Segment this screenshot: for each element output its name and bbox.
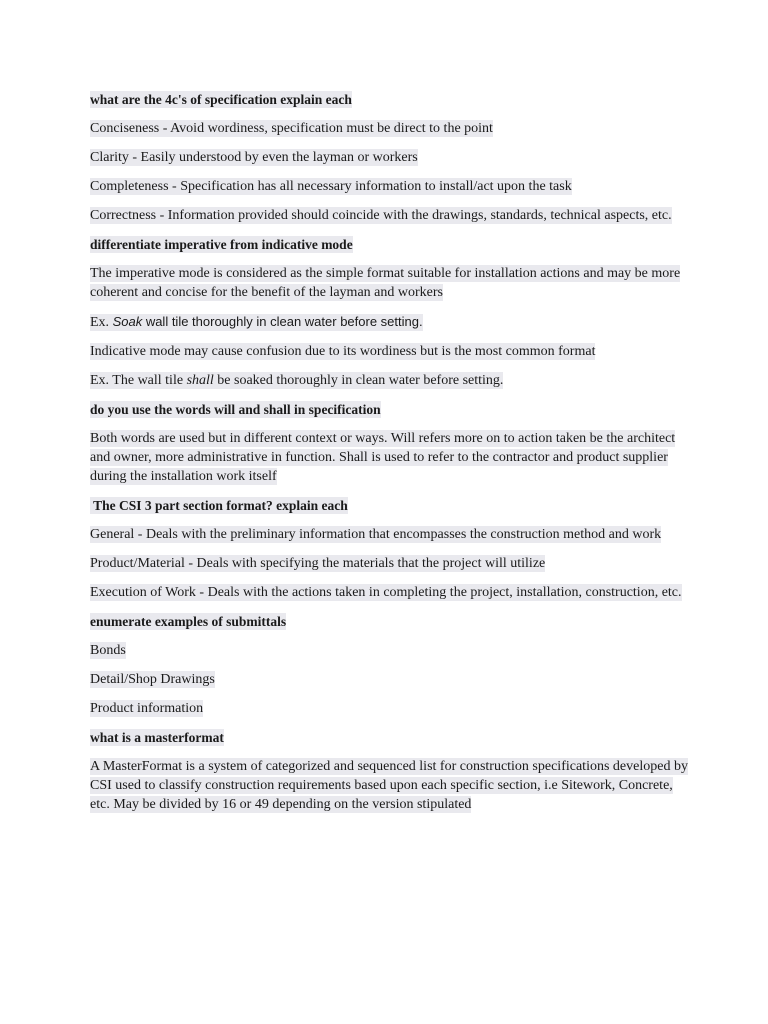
question-4cs-text: what are the 4c's of specification explain each: [90, 92, 352, 107]
answer-clarity: Clarity - Easily understood by even the layman or workers: [90, 150, 418, 165]
answer-execution: Execution of Work - Deals with the actions taken in completing the project, installation, construction, etc.: [90, 585, 682, 600]
submittal-item: Product information: [90, 701, 204, 716]
answer-completeness: Completeness - Specification has all necessary information to install/act upon the task: [90, 179, 572, 194]
question-will-shall: do you use the words will and shall in specification: [90, 402, 381, 417]
answer-imperative-mode: The imperative mode is considered as the simple format suitable for installation actions and may be more coherent and concise for the benefit of the layman and workers: [90, 266, 681, 300]
answer-general: General - Deals with the preliminary information that encompasses the construction method and work: [90, 527, 662, 542]
answer-product-material: Product/Material - Deals with specifying the materials that the project will utilize: [90, 556, 546, 571]
document-page: [90, 90, 690, 824]
question-4cs: [90, 90, 690, 109]
answer-correctness: Correctness - Information provided should coincide with the drawings, standards, technical aspects, etc.: [90, 208, 672, 223]
answer-masterformat: A MasterFormat is a system of categorized and sequenced list for construction specifications developed by CSI used to classify construction requirements based upon each specific section, i.e Sitework, Concrete, etc. May be divided by 16 or 49 depending on the version stipulated: [90, 759, 688, 812]
question-imperative-indicative: differentiate imperative from indicative mode: [90, 237, 353, 252]
answer-conciseness: Conciseness - Avoid wordiness, specification must be direct to the point: [90, 121, 493, 136]
example-indicative: Ex. The wall tile shall be soaked thoroughly in clean water before setting.: [90, 373, 504, 388]
answer-will-shall: Both words are used but in different context or ways. Will refers more on to action taken be the architect and owner, more administrative in function. Shall is used to refer to the contractor and product supplier during the installation work itself: [90, 431, 676, 484]
answer-indicative-mode: Indicative mode may cause confusion due to its wordiness but is the most common format: [90, 344, 596, 359]
submittal-item: Bonds: [90, 643, 126, 658]
question-masterformat: what is a masterformat: [90, 730, 224, 745]
question-submittals: enumerate examples of submittals: [90, 614, 287, 629]
submittal-item: Detail/Shop Drawings: [90, 672, 215, 687]
example-imperative: Ex. Soak wall tile thoroughly in clean water before setting.: [90, 314, 423, 330]
question-csi-format: The CSI 3 part section format? explain each: [90, 498, 348, 513]
